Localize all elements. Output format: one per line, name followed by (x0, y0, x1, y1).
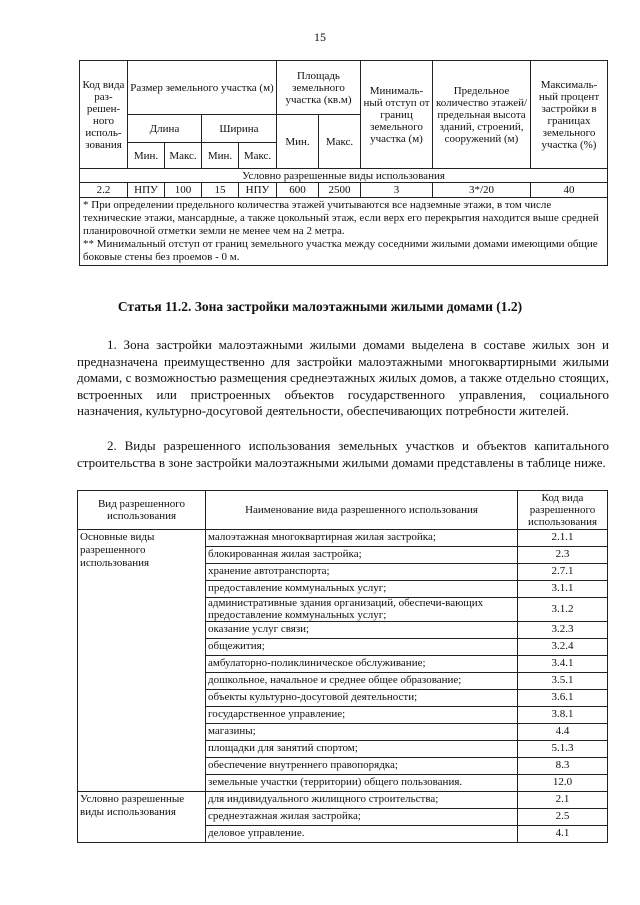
paragraph-1: 1. Зона застройки малоэтажными жилыми домами выделена в составе жилых зон и предназначена преимущественно для застройки малоэтажными многоквартирными жилыми домами, с возможностью размещения среднеэтажных жилых домов, а также отдельно стоящих, встроенных или пристроенных объектов государственного управления, социального назначения, культурно-досуговой деятельности, обеспечивающих потребности жителей. (77, 337, 609, 418)
use-name: объекты культурно-досуговой деятельности; (206, 690, 518, 707)
use-code: 5.1.3 (518, 741, 608, 758)
cell-setback: 3 (361, 183, 433, 198)
use-code: 4.4 (518, 724, 608, 741)
permitted-use-table (77, 490, 608, 843)
header-floors: Предельное количество этажей/ предельная высота зданий, строений, сооружений (м) (433, 61, 531, 169)
use-code: 3.6.1 (518, 690, 608, 707)
cell-length-max: 100 (165, 183, 202, 198)
page-number: 15 (314, 30, 326, 44)
cell-coverage: 40 (531, 183, 608, 198)
use-name: малоэтажная многоквартирная жилая застройка; (206, 530, 518, 547)
header-size: Размер земельного участка (м) (128, 61, 277, 115)
group-main-label: Основные виды разрешенного использования (78, 530, 206, 792)
use-code: 2.3 (518, 547, 608, 564)
header-length: Длина (128, 115, 202, 143)
header-area-max: Макс. (319, 115, 361, 169)
table-row (78, 792, 608, 809)
article-heading: Статья 11.2. Зона застройки малоэтажными жилыми домами (1.2) (117, 299, 523, 314)
use-code: 12.0 (518, 775, 608, 792)
table-row (78, 530, 608, 547)
cell-floors: 3*/20 (433, 183, 531, 198)
use-name: оказание услуг связи; (206, 622, 518, 639)
header-width-min: Мин. (202, 143, 239, 169)
use-name: площадки для занятий спортом; (206, 741, 518, 758)
use-name: административные здания организаций, обеспечи-вающих предоставление коммунальных услуг; (206, 598, 518, 622)
header-use-name: Наименование вида разрешенного использования (206, 491, 518, 530)
header-width-max: Макс. (239, 143, 277, 169)
cell-width-min: 15 (202, 183, 239, 198)
footnote-setback: ** Минимальный отступ от границ земельного участка между соседними жилыми домами имеющими общие боковые стены без проемов - 0 м. (83, 238, 598, 263)
table-row (80, 183, 608, 198)
header-use-type: Вид разрешенного использования (78, 491, 206, 530)
use-name: блокированная жилая застройка; (206, 547, 518, 564)
use-code: 3.2.3 (518, 622, 608, 639)
use-code: 2.1 (518, 792, 608, 809)
use-name: общежития; (206, 639, 518, 656)
use-code: 3.8.1 (518, 707, 608, 724)
use-code: 3.1.2 (518, 598, 608, 622)
use-name: среднеэтажная жилая застройка; (206, 809, 518, 826)
use-code: 2.1.1 (518, 530, 608, 547)
use-name: дошкольное, начальное и среднее общее образование; (206, 673, 518, 690)
paragraph-2: 2. Виды разрешенного использования земельных участков и объектов капитального строительства в зоне застройки малоэтажными жилыми домами представлены в таблице ниже. (77, 438, 609, 470)
use-name: государственное управление; (206, 707, 518, 724)
section-label: Условно разрешенные виды использования (80, 169, 608, 183)
header-code: Код вида раз-решен-ного исполь-зования (80, 61, 128, 169)
header-width: Ширина (202, 115, 277, 143)
group-conditional-label: Условно разрешенные виды использования (78, 792, 206, 843)
use-code: 2.7.1 (518, 564, 608, 581)
use-name: обеспечение внутреннего правопорядка; (206, 758, 518, 775)
table-notes (80, 198, 608, 266)
header-length-min: Мин. (128, 143, 165, 169)
cell-width-max: НПУ (239, 183, 277, 198)
use-code: 3.1.1 (518, 581, 608, 598)
use-name: хранение автотранспорта; (206, 564, 518, 581)
header-coverage: Максималь-ный процент застройки в границах земельного участка (%) (531, 61, 608, 169)
header-setback: Минималь-ный отступ от границ земельного участка (м) (361, 61, 433, 169)
use-name: амбулаторно-поликлиническое обслуживание; (206, 656, 518, 673)
header-use-code: Код вида разрешенного использования (518, 491, 608, 530)
use-name: деловое управление. (206, 826, 518, 843)
use-name: земельные участки (территории) общего пользования. (206, 775, 518, 792)
use-code: 3.4.1 (518, 656, 608, 673)
use-code: 8.3 (518, 758, 608, 775)
header-length-max: Макс. (165, 143, 202, 169)
cell-area-min: 600 (277, 183, 319, 198)
cell-area-max: 2500 (319, 183, 361, 198)
use-code: 2.5 (518, 809, 608, 826)
use-code: 3.2.4 (518, 639, 608, 656)
zone-parameters-table (79, 60, 608, 266)
cell-code: 2.2 (80, 183, 128, 198)
header-area-min: Мин. (277, 115, 319, 169)
use-name: предоставление коммунальных услуг; (206, 581, 518, 598)
use-code: 3.5.1 (518, 673, 608, 690)
use-name: магазины; (206, 724, 518, 741)
use-code: 4.1 (518, 826, 608, 843)
footnote-floors: * При определении предельного количества этажей учитываются все надземные этажи, в том числе технические этажи, мансардные, а также цокольный этаж, если верх его перекрытия находится выше средней планировочной отметки земли не менее чем на 2 метра. (83, 199, 599, 237)
header-area: Площадь земельного участка (кв.м) (277, 61, 361, 115)
cell-length-min: НПУ (128, 183, 165, 198)
use-name: для индивидуального жилищного строительства; (206, 792, 518, 809)
